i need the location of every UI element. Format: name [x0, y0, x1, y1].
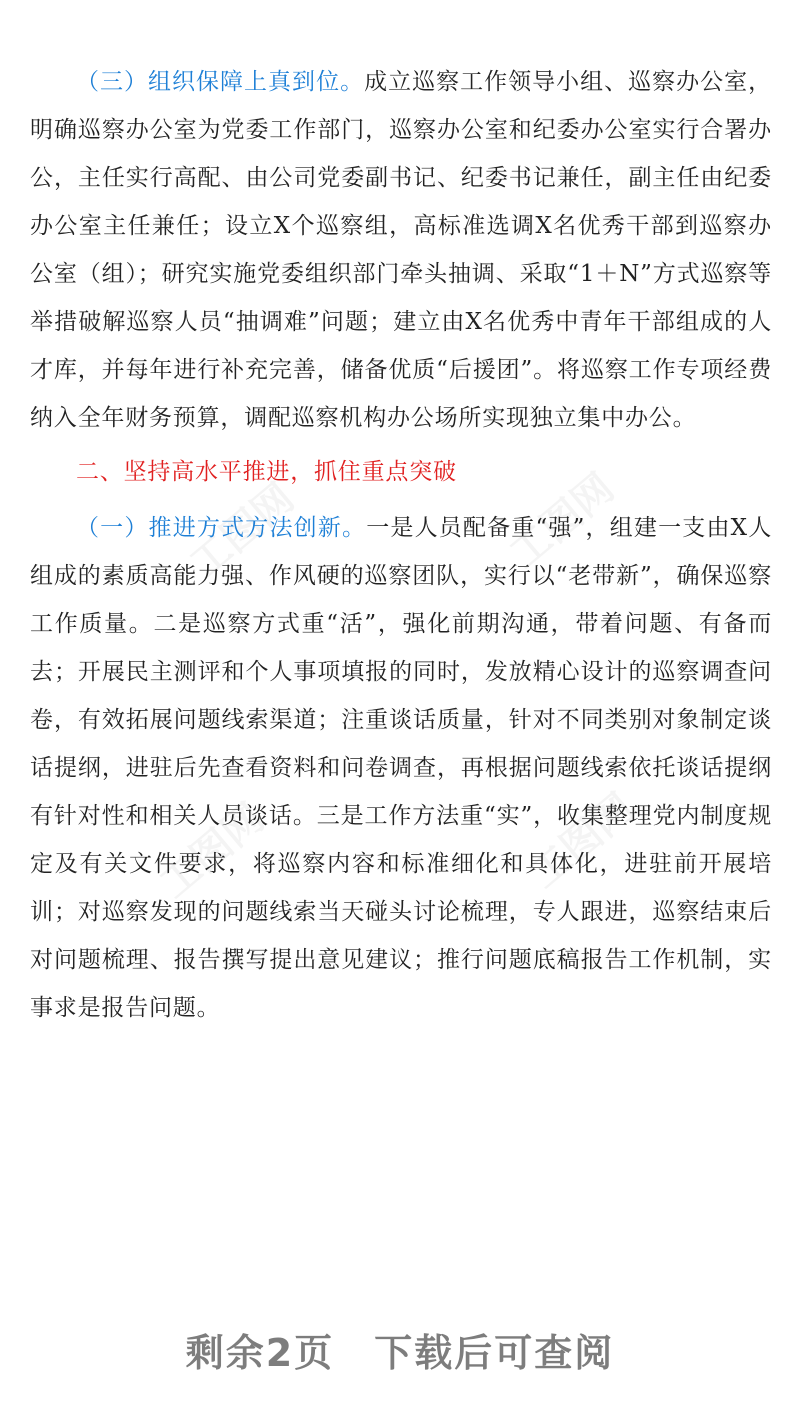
paragraph-methods [30, 504, 772, 1032]
remaining-pages-text: 剩余2页 [185, 1331, 335, 1375]
paragraph-heading: （三）组织保障上真到位。 [76, 69, 365, 95]
document-body [30, 58, 772, 1038]
paragraph-heading: （一）推进方式方法创新。 [76, 515, 367, 541]
paragraph-organization [30, 58, 772, 442]
paragraph-text: 一是人员配备重“强”，组建一支由X人组成的素质高能力强、作风硬的巡察团队，实行以“老带新”，确保巡察工作质量。二是巡察方式重“活”，强化前期沟通，带着问题、有备而去；开展民主测评和个人事项填报的同时，发放精心设计的巡察调查问卷，有效拓展问题线索渠道；注重谈话质量，针对不同类别对象制定谈话提纲，进驻后先查看资料和问卷调查，再根据问题线索依托谈话提纲有针对性和相关人员谈话。三是工作方法重“实”，收集整理党内制度规定及有关文件要求，将巡察内容和标准细化和具体化，进驻前开展培训；对巡察发现的问题线索当天碰头讨论梳理，专人跟进，巡察结束后对问题梳理、报告撰写提出意见建议；推行问题底稿报告工作机制，实事求是报告问题。 [30, 515, 772, 1021]
paragraph-text: 成立巡察工作领导小组、巡察办公室，明确巡察办公室为党委工作部门，巡察办公室和纪委办公室实行合署办公，主任实行高配、由公司党委副书记、纪委书记兼任，副主任由纪委办公室主任兼任；设立X个巡察组，高标准选调X名优秀干部到巡察办公室（组）；研究实施党委组织部门牵头抽调、采取“1＋N”方式巡察等举措破解巡察人员“抽调难”问题；建立由X名优秀中青年干部组成的人才库，并每年进行补充完善，储备优质“后援团”。将巡察工作专项经费纳入全年财务预算，调配巡察机构办公场所实现独立集中办公。 [30, 69, 772, 431]
download-to-view-text[interactable]: 下载后可查阅 [374, 1331, 615, 1375]
download-banner[interactable] [0, 1322, 800, 1377]
section-title-text: 二、坚持高水平推进，抓住重点突破 [76, 459, 457, 485]
section-title [30, 448, 772, 496]
